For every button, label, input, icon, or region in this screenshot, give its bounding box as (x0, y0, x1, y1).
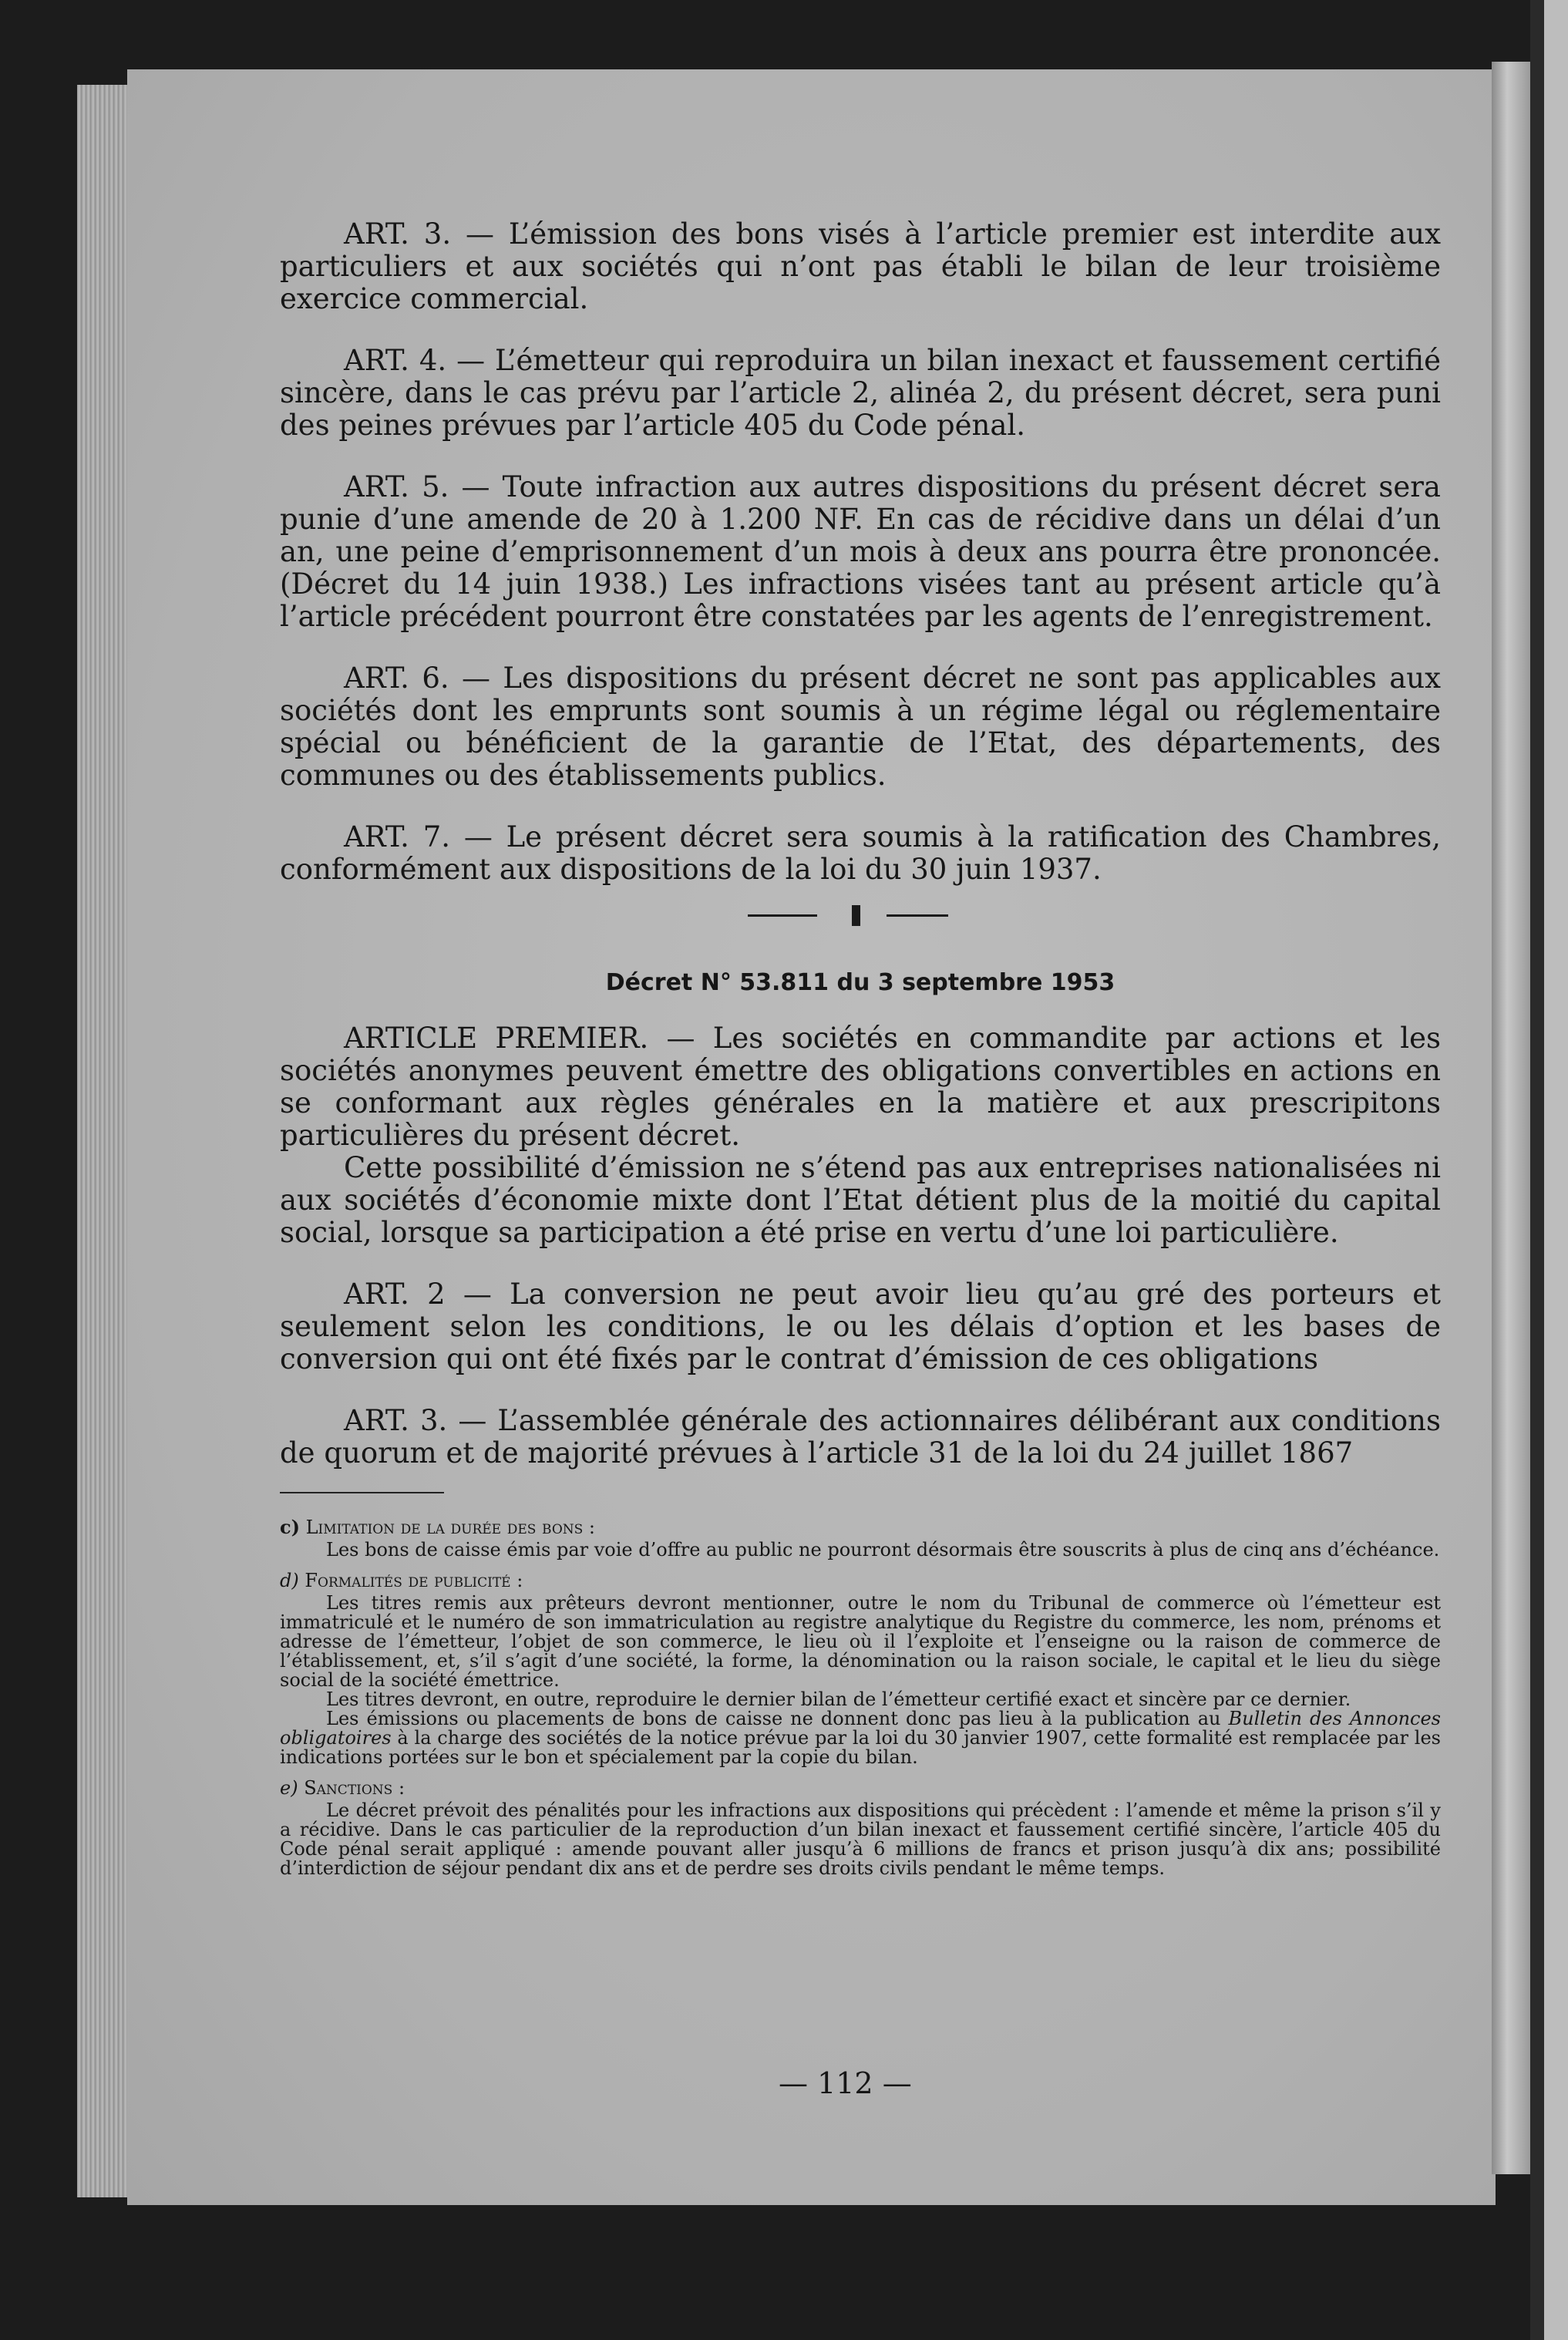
footnotes (280, 1517, 1441, 1878)
article-4: ART. 4. — L’émetteur qui reproduira un bilan inexact et faussement certifié sincère, dans le cas prévu par l’article 2, alinéa 2, du présent décret, sera puni des peines prévues par l’article 405 du Code pénal. (280, 344, 1441, 442)
book-gutter (1530, 0, 1544, 2340)
article-3-decree: ART. 3. — L’assemblée générale des actionnaires délibérant aux conditions de quorum et de majorité prévues à l’article 31 de la loi du 24 juillet 1867 (280, 1404, 1441, 1470)
article-5: ART. 5. — Toute infraction aux autres dispositions du présent décret sera punie d’une amende de 20 à 1.200 NF. En cas de récidive dans un délai d’un an, une peine d’emprisonnement d’un mois à deux ans pourra être prononcée. (Décret du 14 juin 1938.) Les infractions visées tant au présent article qu’à l’article précédent pourront être constatées par les agents de l’enregistrement. (280, 470, 1441, 633)
article-premier: ARTICLE PREMIER. — Les sociétés en commandite par actions et les sociétés anonymes peuvent émettre des obligations convertibles en actions en se conformant aux règles générales en la matière et aux prescripitons particulières du présent décret. (280, 1022, 1441, 1152)
footnote-rule (280, 1492, 444, 1493)
footnote-d-text-3: Les émissions ou placements de bons de caisse ne donnent donc pas lieu à la publication au Bulletin des Annonces obligatoires à la charge des sociétés de la notice prévue par la loi du 30 janvier 1907, cette formalité est remplacée par les indications portées sur le bon et spécialement par la copie du bilan. (280, 1708, 1441, 1768)
footnote-d-text-2: Les titres devront, en outre, reproduire le dernier bilan de l’émetteur certifié exact et sincère par ce dernier. (326, 1689, 1351, 1710)
section-separator (748, 904, 967, 927)
article-2: ART. 2 — La conversion ne peut avoir lieu qu’au gré des porteurs et seulement selon les conditions, le ou les délais d’option et les bases de conversion qui ont été fixés par le contrat d’émission de ces obligations (280, 1278, 1441, 1375)
article-6: ART. 6. — Les dispositions du présent décret ne sont pas applicables aux sociétés dont les emprunts sont soumis à un régime légal ou réglementaire spécial ou bénéficient de la garantie de l’Etat, des départements, des communes ou des établissements publics. (280, 662, 1441, 792)
footnote-e-heading: e) Sanctions : (280, 1777, 405, 1799)
footnote-c-text: Les bons de caisse émis par voie d’offre au public ne pourront désormais être souscrits à plus de cinq ans d’échéance. (326, 1539, 1440, 1561)
article-7: ART. 7. — Le présent décret sera soumis à la ratification des Chambres, conformément aux dispositions de la loi du 30 juin 1937. (280, 820, 1441, 886)
page-number: — 112 — (779, 2066, 912, 2100)
footnote-c-heading: c) Limitation de la durée des bons : (280, 1516, 595, 1538)
article-3: ART. 3. — L’émission des bons visés à l’article premier est interdite aux particuliers et aux sociétés qui n’ont pas établi le bilan de leur troisième exercice commercial. (280, 217, 1441, 315)
upper-articles (280, 218, 1441, 886)
book-page-edges-left (77, 85, 131, 2197)
book-page-edges-right (1492, 62, 1530, 2174)
footnote-e-text: Le décret prévoit des pénalités pour les infractions aux dispositions qui précèdent : l’amende et même la prison s’il y a récidive. Dans le cas particulier de la reproduction d’un bilan inexact et faussement certifié sincère, l’article 405 du Code pénal serait appliqué : amende pouvant aller jusqu’à 6 millions de francs et prison jusqu’à dix ans; possibilité d’interdiction de séjour pendant dix ans et de perdre ses droits civils pendant le même temps. (280, 1800, 1441, 1879)
decree-title: Décret N° 53.811 du 3 septembre 1953 (605, 969, 1115, 996)
article-premier-paragraph-2: Cette possibilité d’émission ne s’étend pas aux entreprises nationalisées ni aux sociétés d’économie mixte dont l’Etat détient plus de la moitié du capital social, lorsque sa participation a été prise en vertu d’une loi particulière. (280, 1151, 1441, 1249)
footnote-d-heading: d) Formalités de publicité : (280, 1570, 523, 1591)
footnote-d-text-1: Les titres remis aux prêteurs devront mentionner, outre le nom du Tribunal de commerce où l’émetteur est immatriculé et le numéro de son immatriculation au registre analytique du Registre du commerce, les nom, prénoms et adresse de l’émetteur, l’objet de son commerce, le lieu où il l’exploite et l’enseigne ou la raison de commerce de l’établissement, et, s’il s’agit d’une société, la forme, la dénomination ou la raison sociale, le capital et le lieu du siège social de la société émettrice. (280, 1592, 1441, 1691)
decree-articles (280, 1022, 1441, 1470)
